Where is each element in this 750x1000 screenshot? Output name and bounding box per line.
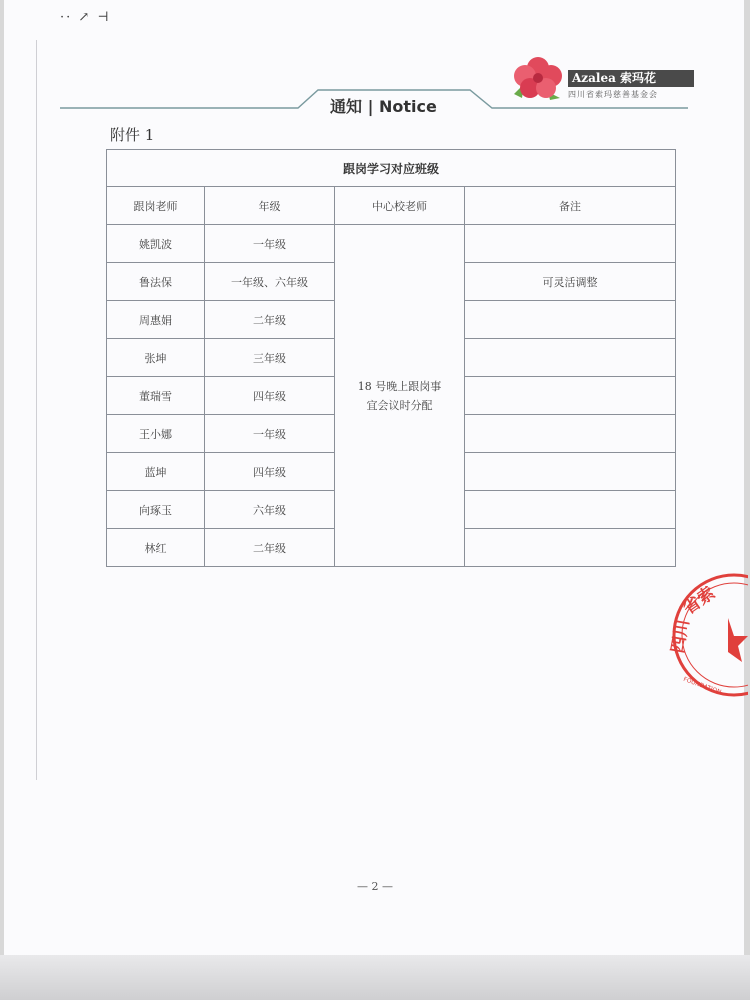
note-cell: [465, 491, 676, 529]
table-title: 跟岗学习对应班级: [107, 150, 676, 187]
note-cell: [465, 225, 676, 263]
scan-artifact-mark: ·· ↗ ⊣: [60, 10, 111, 25]
note-cell: [465, 415, 676, 453]
note-cell: [465, 529, 676, 567]
azalea-flower-icon: [508, 54, 568, 104]
teacher-cell: 林红: [107, 529, 205, 567]
grade-cell: 二年级: [205, 301, 335, 339]
teacher-cell: 董瑞雪: [107, 377, 205, 415]
teacher-cell: 王小娜: [107, 415, 205, 453]
note-cell: [465, 453, 676, 491]
grade-cell: 一年级、六年级: [205, 263, 335, 301]
svg-text:FOUNDATION: FOUNDATION: [682, 675, 723, 697]
logo-organization-name: 四川省索玛慈善基金会: [568, 90, 658, 99]
note-cell: [465, 301, 676, 339]
teacher-cell: 周惠娟: [107, 301, 205, 339]
grade-cell: 一年级: [205, 415, 335, 453]
grade-cell: 四年级: [205, 453, 335, 491]
attachment-label: 附件 1: [110, 126, 155, 144]
class-assignment-table: [106, 149, 676, 567]
teacher-cell: 鲁法保: [107, 263, 205, 301]
teacher-cell: 姚凯波: [107, 225, 205, 263]
grade-cell: 三年级: [205, 339, 335, 377]
page-fold-line: [36, 40, 37, 780]
table-row: [107, 225, 676, 263]
note-cell: [465, 339, 676, 377]
column-header-teacher: 跟岗老师: [107, 187, 205, 225]
logo-brand-name: Azalea 索玛花: [568, 70, 694, 87]
grade-cell: 二年级: [205, 529, 335, 567]
page-title: 通知 | Notice: [330, 97, 437, 116]
page-number: — 2 —: [357, 880, 393, 893]
note-cell: [465, 377, 676, 415]
column-header-note: 备注: [465, 187, 676, 225]
column-header-center-teacher: 中心校老师: [335, 187, 465, 225]
scanner-bottom-shadow: [0, 955, 750, 1000]
grade-cell: 六年级: [205, 491, 335, 529]
svg-text:省索: 省索: [679, 583, 719, 619]
center-teacher-merged-cell: [335, 225, 465, 567]
grade-cell: 一年级: [205, 225, 335, 263]
grade-cell: 四年级: [205, 377, 335, 415]
teacher-cell: 蓝坤: [107, 453, 205, 491]
column-header-grade: 年级: [205, 187, 335, 225]
foundation-logo: [508, 54, 698, 104]
teacher-cell: 向琢玉: [107, 491, 205, 529]
note-cell: 可灵活调整: [465, 263, 676, 301]
teacher-cell: 张坤: [107, 339, 205, 377]
svg-text:四川: 四川: [668, 617, 694, 655]
official-seal-stamp: [668, 568, 748, 702]
center-teacher-text: 18 号晚上跟岗事宜会议时分配: [357, 379, 442, 412]
